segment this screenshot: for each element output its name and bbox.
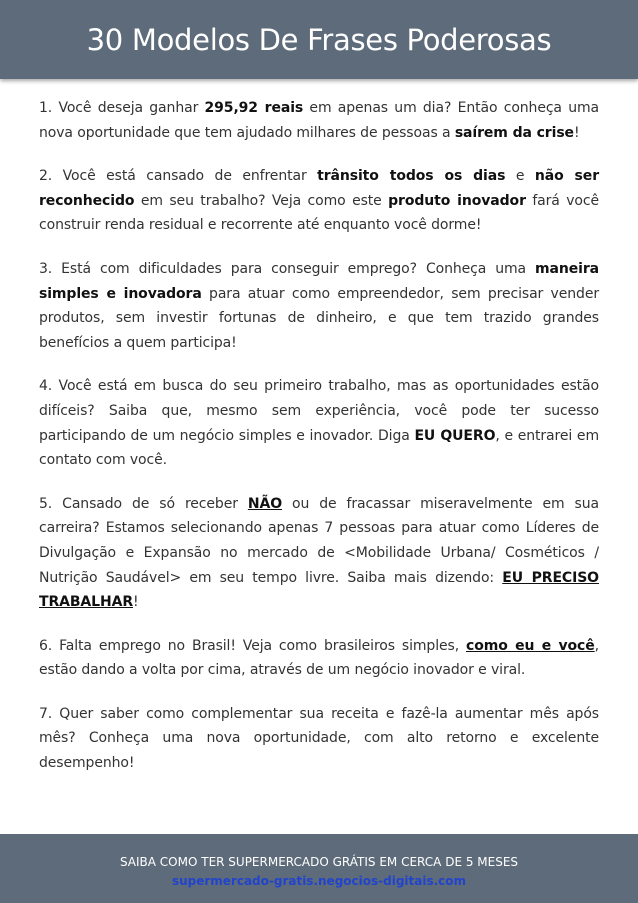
paragraph-1: [39, 96, 599, 145]
highlight-text: NÃO: [247, 495, 283, 512]
paragraph-6: [39, 634, 599, 683]
paragraph-5: [39, 492, 599, 615]
paragraph-2: [39, 164, 599, 238]
paragraph-text: e: [505, 168, 535, 185]
footer-text: SAIBA COMO TER SUPERMERCADO GRÁTIS EM CERCA DE 5 MESES: [119, 855, 519, 869]
document-body: [39, 96, 599, 795]
paragraph-3: [39, 257, 599, 355]
paragraph-text: 6. Falta emprego no Brasil! Veja como brasileiros simples,: [39, 637, 466, 654]
highlight-text: não ser reconhecido: [39, 168, 599, 209]
paragraph-text: ou de fracassar miseravelmente em sua carreira? Estamos selecionando apenas 7 pessoas para atuar como Líderes de Divulgação e Expansão no mercado de <Mobilidade Urbana/ Cosméticos / Nutrição Saudável> em seu tempo livre. Saiba mais dizendo:: [39, 495, 599, 586]
page-header: [0, 0, 638, 79]
paragraph-text: em apenas um dia? Então conheça uma nova oportunidade que tem ajudado milhares de pessoas a: [39, 100, 599, 141]
paragraph-7: [39, 702, 599, 776]
paragraph-text: 5. Cansado de só receber: [39, 495, 248, 512]
highlight-text: EU QUERO: [414, 427, 496, 444]
page-title: 30 Modelos De Frases Poderosas: [86, 23, 552, 57]
paragraph-text: !: [573, 124, 580, 141]
highlight-text: trânsito todos os dias: [317, 168, 506, 185]
highlight-text: como eu e você: [466, 637, 595, 654]
footer-link[interactable]: supermercado-gratis.negocios-digitais.com: [171, 874, 467, 888]
paragraph-text: fará você construir renda residual e recorrente até enquanto você dorme!: [39, 192, 599, 234]
paragraph-text: 7. Quer saber como complementar sua receita e fazê-la aumentar mês após mês? Conheça uma nova oportunidade, com alto retorno e excelente desempenho!: [39, 705, 599, 772]
paragraph-text: , estão dando a volta por cima, através de um negócio inovador e viral.: [39, 637, 599, 679]
highlight-text: maneira simples e inovadora: [39, 260, 599, 302]
highlight-text: 295,92 reais: [204, 100, 304, 116]
paragraph-text: !: [133, 594, 139, 611]
paragraph-text: em seu trabalho? Veja como este: [134, 192, 389, 209]
highlight-text: produto inovador: [388, 192, 526, 209]
page-footer: [0, 834, 638, 903]
highlight-text: EU PRECISO TRABALHAR: [39, 569, 599, 611]
paragraph-text: , e entrarei em contato com você.: [39, 427, 599, 469]
paragraph-4: [39, 374, 599, 472]
paragraph-text: 1. Você deseja ganhar: [39, 100, 205, 116]
paragraph-text: 4. Você está em busca do seu primeiro trabalho, mas as oportunidades estão difíceis? Saiba que, mesmo sem experiência, você pode ter sucesso participando de um negócio simples e inovador. Diga: [39, 378, 599, 444]
paragraph-text: 2. Você está cansado de enfrentar: [39, 168, 318, 185]
paragraph-text: 3. Está com dificuldades para conseguir emprego? Conheça uma: [39, 260, 536, 277]
highlight-text: saírem da crise: [454, 124, 574, 141]
paragraph-text: para atuar como empreendedor, sem precisar vender produtos, sem investir fortunas de dinheiro, e que tem trazido grandes benefícios a quem participa!: [39, 285, 599, 351]
